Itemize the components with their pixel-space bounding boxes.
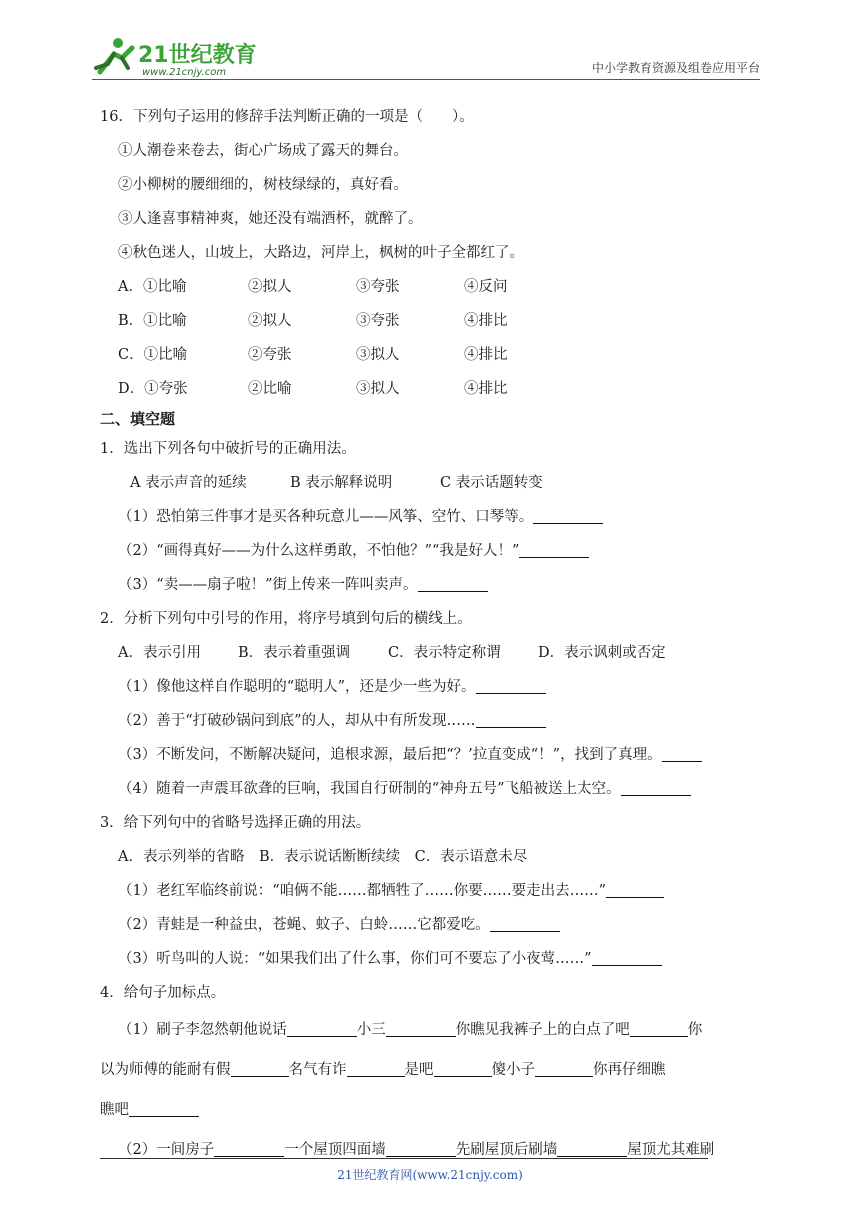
f1-item-1: （1）恐怕第三件事才是买各种玩意儿——风筝、空竹、口琴等。 bbox=[100, 500, 760, 534]
f3-item-2: （2）青蛙是一种益虫，苍蝇、蚊子、白蛉……它都爱吃。 bbox=[100, 908, 760, 942]
f2-item-3: （3）不断发问，不断解决疑问，追根求源，最后把“？’拉直变成“！”，找到了真理。 bbox=[100, 738, 760, 772]
f2-item-1: （1）像他这样自作聪明的“聪明人”，还是少一些为好。 bbox=[100, 670, 760, 704]
answer-blank[interactable] bbox=[592, 949, 662, 966]
f4-p1-line3: 瞧吧 bbox=[100, 1090, 760, 1130]
f2-item-4: （4）随着一声震耳欲聋的巨响，我国自行研制的“神舟五号”飞船被送上太空。 bbox=[100, 772, 760, 806]
header-platform-text: 中小学教育资源及组卷应用平台 bbox=[591, 61, 760, 75]
footer-divider bbox=[100, 1158, 708, 1159]
f4-stem: 4．给句子加标点。 bbox=[100, 985, 226, 1001]
f4-p1-line1: （1）刷子李忽然朝他说话 小三 你瞧见我裤子上的白点了吧 你 bbox=[118, 1022, 703, 1038]
punct-blank[interactable] bbox=[535, 1060, 593, 1077]
q16-item-1: ①人潮卷来卷去，街心广场成了露天的舞台。 bbox=[118, 143, 408, 159]
svg-text:www.21cnjy.com: www.21cnjy.com bbox=[142, 67, 227, 78]
section-title-fill-blank: 二、填空题 bbox=[100, 410, 176, 428]
punct-blank[interactable] bbox=[214, 1140, 284, 1157]
punct-blank[interactable] bbox=[557, 1140, 627, 1157]
answer-blank[interactable] bbox=[418, 575, 488, 592]
q16-option-d: D．①夸张 ②比喻 ③拟人 ④排比 bbox=[118, 381, 508, 397]
f1-item-2: （2）“画得真好——为什么这样勇敢，不怕他？”“我是好人！” bbox=[100, 534, 760, 568]
f3-stem: 3．给下列句中的省略号选择正确的用法。 bbox=[100, 815, 371, 831]
f1-stem: 1．选出下列各句中破折号的正确用法。 bbox=[100, 441, 356, 457]
q16-item-3: ③人逢喜事精神爽，她还没有端酒杯，就醉了。 bbox=[118, 211, 423, 227]
f4-p1-line2: 以为师傅的能耐有假 名气有诈 是吧 傻小子 你再仔细瞧 bbox=[100, 1062, 666, 1078]
f3-item-1: （1）老红军临终前说：“咱俩不能……都牺牲了……你要……要走出去……” bbox=[100, 874, 760, 908]
q16-option-b: B．①比喻 ②拟人 ③夸张 ④排比 bbox=[118, 313, 508, 329]
punct-blank[interactable] bbox=[434, 1060, 492, 1077]
punct-blank[interactable] bbox=[347, 1060, 405, 1077]
punct-blank[interactable] bbox=[231, 1060, 289, 1077]
answer-blank[interactable] bbox=[533, 507, 603, 524]
header-divider bbox=[92, 79, 760, 80]
answer-blank[interactable] bbox=[662, 745, 702, 762]
f2-stem: 2．分析下列句中引号的作用，将序号填到句后的横线上。 bbox=[100, 611, 472, 627]
q16-option-c: C．①比喻 ②夸张 ③拟人 ④排比 bbox=[118, 347, 508, 363]
footer-link[interactable]: 21世纪教育网(www.21cnjy.com) bbox=[337, 1168, 523, 1182]
answer-blank[interactable] bbox=[519, 541, 589, 558]
f3-choices: A．表示列举的省略 B．表示说话断断续续 C．表示语意未尽 bbox=[118, 849, 528, 865]
answer-blank[interactable] bbox=[476, 711, 546, 728]
punct-blank[interactable] bbox=[287, 1020, 357, 1037]
answer-blank[interactable] bbox=[621, 779, 691, 796]
q16-item-4: ④秋色迷人，山坡上，大路边，河岸上，枫树的叶子全都红了。 bbox=[118, 245, 524, 261]
f1-choices: A 表示声音的延续 B 表示解释说明 C 表示话题转变 bbox=[130, 475, 543, 491]
q16-item-2: ②小柳树的腰细细的，树枝绿绿的，真好看。 bbox=[118, 177, 408, 193]
f1-item-3: （3）“卖——扇子啦！”街上传来一阵叫卖声。 bbox=[100, 568, 760, 602]
svg-text:21世纪教育: 21世纪教育 bbox=[138, 43, 257, 68]
punct-blank[interactable] bbox=[386, 1140, 456, 1157]
page-header bbox=[92, 34, 760, 80]
f4-p2-line1: （2）一间房子 一个屋顶四面墙 先刷屋顶后刷墙 屋顶尤其难刷 bbox=[118, 1142, 715, 1158]
logo-21cnjy-icon bbox=[92, 34, 272, 80]
answer-blank[interactable] bbox=[490, 915, 560, 932]
f3-item-3: （3）听鸟叫的人说：“如果我们出了什么事，你们可不要忘了小夜莺……” bbox=[100, 942, 760, 976]
answer-blank[interactable] bbox=[476, 677, 546, 694]
f2-choices: A．表示引用 B．表示着重强调 C．表示特定称谓 D．表示讽刺或否定 bbox=[118, 645, 666, 661]
punct-blank[interactable] bbox=[630, 1020, 688, 1037]
punct-blank[interactable] bbox=[386, 1020, 456, 1037]
punct-blank[interactable] bbox=[129, 1100, 199, 1117]
document-body bbox=[100, 100, 760, 1170]
q16-stem: 16．下列句子运用的修辞手法判断正确的一项是（ ）。 bbox=[100, 109, 474, 125]
q16-option-a: A．①比喻 ②拟人 ③夸张 ④反问 bbox=[118, 279, 508, 295]
f2-item-2: （2）善于“打破砂锅问到底”的人，却从中有所发现…… bbox=[100, 704, 760, 738]
answer-blank[interactable] bbox=[606, 881, 664, 898]
